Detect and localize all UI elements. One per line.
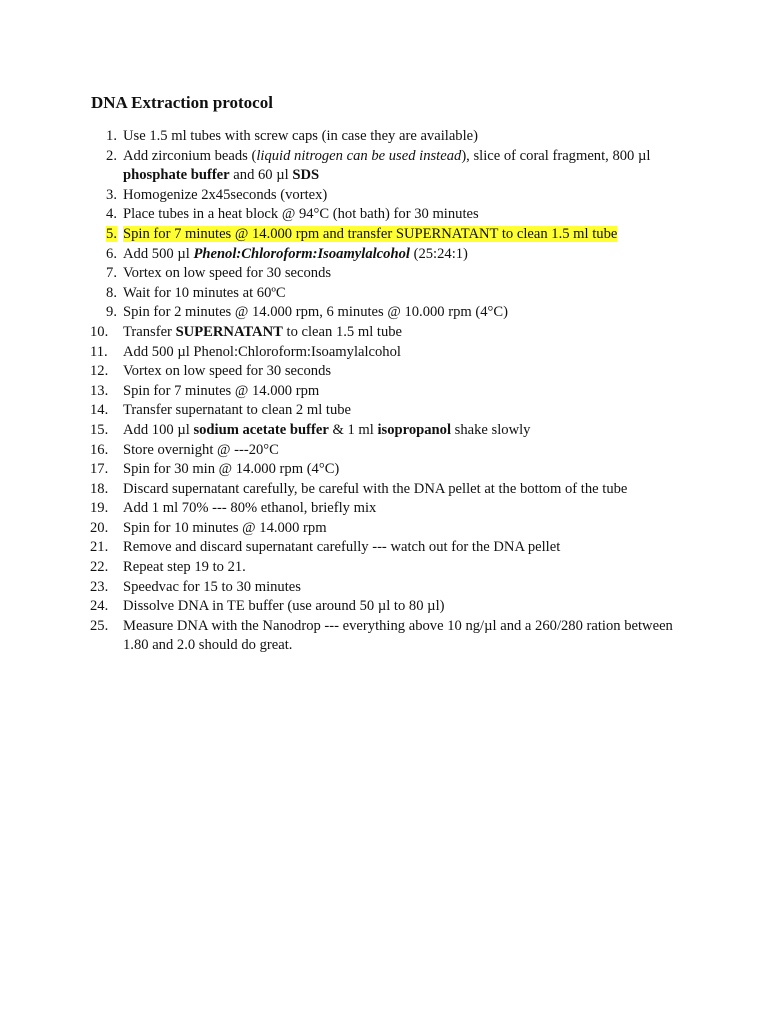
step-number: 17.: [90, 461, 109, 478]
protocol-step: [90, 264, 680, 284]
protocol-step: [90, 421, 680, 441]
protocol-steps-list: [90, 127, 680, 656]
step-number: 11.: [90, 343, 108, 360]
step-text: [123, 285, 286, 301]
step-text: [123, 559, 246, 575]
text-run: Repeat step 19 to 21.: [123, 559, 246, 576]
text-run: and 60 µl: [229, 167, 293, 184]
text-run: Wait for 10 minutes at 60ºC: [123, 284, 286, 301]
step-number: 14.: [90, 402, 109, 419]
step-number: 15.: [90, 421, 109, 438]
step-text: [123, 461, 339, 477]
step-text: [123, 344, 401, 360]
protocol-step: [90, 597, 680, 617]
text-run: to clean 1.5 ml tube: [282, 323, 403, 340]
protocol-step: [90, 284, 680, 304]
step-number: 8.: [106, 284, 117, 301]
text-run: ), slice of coral fragment, 800 µl: [461, 147, 651, 164]
step-number: 25.: [90, 617, 109, 634]
step-text: [123, 598, 445, 614]
protocol-step: [90, 245, 680, 265]
step-text: [123, 402, 351, 418]
text-run: Add zirconium beads (: [123, 147, 257, 164]
step-number: 22.: [90, 559, 109, 576]
step-number-highlight: 5.: [106, 225, 117, 242]
bold-text: sodium acetate buffer: [193, 421, 329, 438]
step-text: [123, 246, 468, 262]
protocol-step: [90, 362, 680, 382]
protocol-step: [90, 441, 680, 461]
text-run: & 1 ml: [328, 421, 378, 438]
text-run: Speedvac for 15 to 30 minutes: [123, 578, 301, 595]
text-run: Homogenize 2x45seconds (vortex): [123, 186, 328, 203]
step-number: 13.: [90, 382, 109, 399]
bold-text: SUPERNATANT: [175, 323, 283, 340]
bold-italic-text: Phenol:Chloroform:Isoamylalcohol: [193, 245, 410, 262]
protocol-step: [90, 205, 680, 225]
text-run: Spin for 2 minutes @ 14.000 rpm, 6 minutes @ 10.000 rpm (4°C): [123, 304, 508, 321]
step-number: 2.: [106, 147, 117, 164]
text-run: Add 500 µl Phenol:Chloroform:Isoamylalcohol: [123, 343, 401, 360]
text-run: Measure DNA with the Nanodrop --- everything above 10 ng/µl and a 260/280 ration between 1.80 and 2.0 should do great.: [123, 617, 673, 654]
text-run: Spin for 7 minutes @ 14.000 rpm: [123, 382, 320, 399]
step-text: [123, 324, 402, 340]
protocol-step: [90, 127, 680, 147]
step-text: [123, 422, 530, 438]
text-run: Transfer supernatant to clean 2 ml tube: [123, 402, 352, 419]
text-run: (25:24:1): [409, 245, 468, 262]
protocol-step: [90, 343, 680, 363]
step-number: [90, 225, 123, 245]
text-run: Place tubes in a heat block @ 94°C (hot bath) for 30 minutes: [123, 206, 479, 223]
text-run: Vortex on low speed for 30 seconds: [123, 363, 332, 380]
step-text: [123, 206, 479, 222]
text-run: Spin for 30 min @ 14.000 rpm (4°C): [123, 461, 340, 478]
text-run: Remove and discard supernatant carefully --- watch out for the DNA pellet: [123, 539, 561, 556]
text-run: Add 100 µl: [123, 421, 194, 438]
step-number: 24.: [90, 598, 109, 615]
text-run: Spin for 10 minutes @ 14.000 rpm: [123, 519, 327, 536]
protocol-step: [90, 225, 680, 245]
step-text: [123, 579, 301, 595]
step-text: [123, 148, 650, 184]
step-text: [123, 363, 331, 379]
text-run: Transfer: [123, 323, 176, 340]
step-text: [123, 383, 319, 399]
step-number: 21.: [90, 539, 109, 556]
step-number: 4.: [106, 206, 117, 223]
step-number: 1.: [106, 128, 117, 144]
step-text: [123, 539, 560, 555]
text-run: Use 1.5 ml tubes with screw caps (in case they are available): [123, 128, 478, 144]
protocol-step: [90, 303, 680, 323]
protocol-step: [90, 323, 680, 343]
step-text: [123, 618, 673, 654]
protocol-step: [90, 480, 680, 500]
protocol-step: [90, 519, 680, 539]
text-run: Vortex on low speed for 30 seconds: [123, 265, 332, 282]
step-number: 19.: [90, 500, 109, 517]
step-number: 23.: [90, 578, 109, 595]
bold-text: isopropanol: [377, 421, 452, 438]
protocol-step: [90, 617, 680, 656]
document-title: DNA Extraction protocol: [91, 93, 273, 112]
protocol-step: [90, 186, 680, 206]
protocol-step: [90, 147, 680, 186]
step-number: 10.: [90, 323, 109, 340]
text-run: Store overnight @ ---20°C: [123, 441, 279, 458]
text-run: Spin for 7 minutes @ 14.000 rpm and transfer SUPERNATANT to clean 1.5 ml tube: [123, 225, 618, 242]
step-number: 3.: [106, 186, 117, 203]
step-text: [123, 442, 279, 458]
protocol-step: [90, 460, 680, 480]
step-text: [123, 265, 331, 281]
step-number: 16.: [90, 441, 109, 458]
bold-text: phosphate buffer: [123, 167, 230, 184]
step-text: [123, 226, 617, 242]
step-number: 7.: [106, 265, 117, 282]
step-text: [123, 187, 327, 203]
step-number: 18.: [90, 480, 109, 497]
protocol-step: [90, 499, 680, 519]
text-run: Add 500 µl: [123, 245, 194, 262]
step-number: 9.: [106, 304, 117, 321]
italic-text: liquid nitrogen can be used instead: [256, 147, 462, 164]
protocol-step: [90, 401, 680, 421]
step-text: [123, 128, 478, 144]
step-text: [123, 304, 508, 320]
text-run: Discard supernatant carefully, be careful with the DNA pellet at the bottom of the tube: [123, 480, 628, 497]
step-number: 20.: [90, 519, 109, 536]
text-run: shake slowly: [451, 421, 531, 438]
text-run: Add 1 ml 70% --- 80% ethanol, briefly mix: [123, 500, 377, 517]
step-text: [123, 481, 627, 497]
protocol-step: [90, 578, 680, 598]
protocol-step: [90, 382, 680, 402]
step-number: 12.: [90, 363, 109, 380]
step-text: [123, 520, 327, 536]
text-run: Dissolve DNA in TE buffer (use around 50 µl to 80 µl): [123, 598, 445, 615]
protocol-step: [90, 538, 680, 558]
step-text: [123, 500, 376, 516]
bold-text: SDS: [292, 167, 320, 184]
protocol-step: [90, 558, 680, 578]
step-number: 6.: [106, 245, 117, 262]
